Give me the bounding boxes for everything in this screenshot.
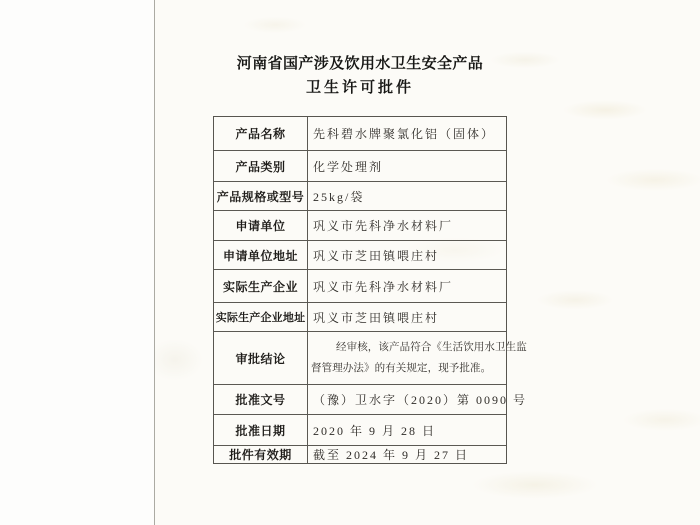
row-label: 实际生产企业 (214, 270, 308, 302)
table-row-manufacturer (214, 269, 506, 302)
table-row-validity-period (214, 445, 506, 463)
table-row-product-name (214, 117, 506, 150)
document-title-line2: 卫生许可批件 (305, 80, 414, 96)
document-title (163, 52, 557, 101)
row-label: 产品规格或型号 (214, 182, 308, 210)
table-row-approval-date (214, 414, 506, 445)
row-label: 批准文号 (214, 385, 308, 414)
row-value: 化学处理剂 (313, 159, 384, 174)
row-value: 25kg/袋 (313, 189, 365, 204)
row-value: 巩义市芝田镇喂庄村 (313, 248, 440, 263)
license-table (213, 116, 528, 464)
table-row-product-spec (214, 181, 506, 210)
table-row-approval-conclusion (214, 331, 527, 384)
document-title-line1: 河南省国产涉及饮用水卫生安全产品 (236, 56, 484, 72)
row-label: 审批结论 (214, 332, 308, 384)
table-row-manufacturer-address (214, 302, 506, 331)
table-row-product-category (214, 150, 506, 181)
row-label: 产品类别 (214, 151, 308, 181)
page-edge-line (154, 0, 155, 525)
row-value: 截至 2024 年 9 月 27 日 (313, 448, 470, 462)
row-value: （豫）卫水字（2020）第 0090 号 (313, 393, 528, 407)
row-label: 批件有效期 (214, 446, 308, 463)
conclusion-line1: 经审核，该产品符合《生活饮用水卫生监 (336, 342, 527, 353)
row-value: 巩义市芝田镇喂庄村 (313, 310, 440, 325)
row-label: 产品名称 (214, 117, 308, 150)
table-row-approval-number (214, 384, 528, 414)
row-label: 批准日期 (214, 415, 308, 445)
table-row-applicant-address (214, 240, 506, 269)
row-label: 实际生产企业地址 (214, 303, 308, 331)
row-value: 2020 年 9 月 28 日 (313, 423, 437, 438)
row-value: 巩义市先科净水材料厂 (313, 279, 454, 294)
row-label: 申请单位 (214, 211, 308, 240)
conclusion-line2: 督管理办法》的有关规定，现予批准。 (311, 363, 492, 374)
row-value: 先科碧水牌聚氯化铝（固体） (313, 127, 496, 141)
row-value: 巩义市先科净水材料厂 (313, 219, 454, 233)
table-row-applicant (214, 210, 506, 240)
row-label: 申请单位地址 (214, 241, 308, 269)
row-value (308, 332, 527, 384)
